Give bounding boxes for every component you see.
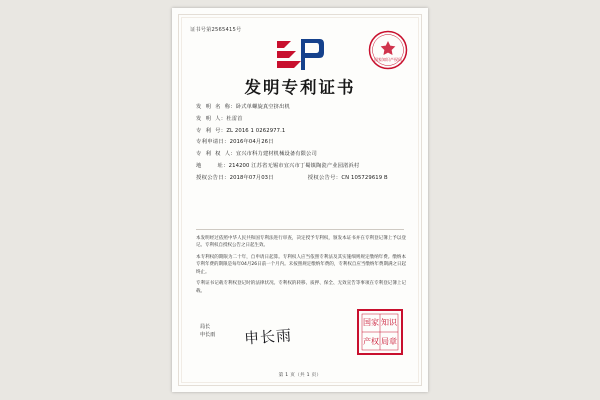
page-title: 发明专利证书: [244, 78, 356, 97]
svg-text:国家知识产权局: 国家知识产权局: [374, 57, 402, 62]
field-row-application-date: [196, 139, 408, 146]
publication-number-label: 授权公告号：: [307, 174, 342, 181]
publication-number-value: CN 105729619 B: [341, 174, 388, 181]
certificate-body-text: [196, 235, 406, 299]
grant-date-label: 授权公告日：: [196, 174, 230, 181]
page-footer: 第 1 页（共 1 页）: [278, 373, 322, 378]
field-value: ZL 2016 1 0262977.1: [226, 127, 286, 134]
body-paragraph-3: 专利证书记载专利权登记时的法律状况。专利权的转移、质押、保全、无效宣告等事项在专利登记簿上记载。: [196, 281, 406, 294]
field-label: 专利申请日：: [196, 139, 230, 146]
body-paragraph-2: 本专利权的期限为二十年，自申请日起算。专利权人应当依照专利法及其实施细则规定缴纳年费。缴纳本专利年费的期限是每年04月26日前一个月内。未按照规定缴纳年费的，专利权自应当缴纳年费期满之日起终止。: [196, 254, 406, 275]
official-red-seal-icon: [356, 308, 404, 356]
field-row-patent-number: [196, 128, 408, 135]
field-label: 发 明 人：: [196, 115, 227, 122]
patent-office-logo-icon: [274, 38, 326, 72]
svg-text:国家: 国家: [363, 318, 379, 327]
svg-text:局章: 局章: [381, 337, 397, 346]
field-row-grant-publication: [196, 175, 408, 182]
signatory-block: [200, 324, 215, 339]
certificate-number: 证书号第2565415号: [190, 27, 242, 33]
svg-text:产权: 产权: [363, 337, 379, 346]
signatory-name: 申长雨: [200, 331, 216, 338]
field-value: 214200 江苏省无锡市宜兴市丁蜀镇陶瓷产业园渚浜村: [228, 162, 360, 169]
field-row-patentee: [196, 151, 408, 158]
field-value: 宜兴市科力建材机械设备有限公司: [235, 151, 317, 158]
national-emblem-seal-icon: [368, 30, 408, 70]
patent-certificate-document: [172, 8, 428, 392]
section-divider: [196, 229, 404, 230]
field-label: 地 址：: [196, 162, 229, 169]
field-value: 2016年04月26日: [229, 139, 274, 146]
svg-text:知识: 知识: [381, 318, 397, 327]
field-row-invention-name: [196, 104, 408, 111]
handwritten-signature: 申长雨: [243, 326, 293, 348]
grant-date-value: 2018年07月03日: [229, 174, 274, 181]
field-label: 专 利 号：: [196, 127, 227, 134]
body-paragraph-1: 本发明经过依照中华人民共和国专利法进行审查，决定授予专利权，颁发本证书并在专利登记簿上予以登记。专利权自授权公告之日起生效。: [196, 236, 406, 249]
signatory-title: 局长: [200, 324, 211, 330]
field-label: 专 利 权 人：: [196, 151, 236, 158]
field-value: 杜雷首: [226, 115, 243, 122]
field-label: 发 明 名 称：: [196, 104, 236, 110]
field-list: [196, 104, 408, 187]
field-row-inventor: [196, 116, 408, 123]
field-row-address: [196, 163, 408, 170]
field-value: 卧式单螺旋真空挤出机: [235, 104, 290, 110]
